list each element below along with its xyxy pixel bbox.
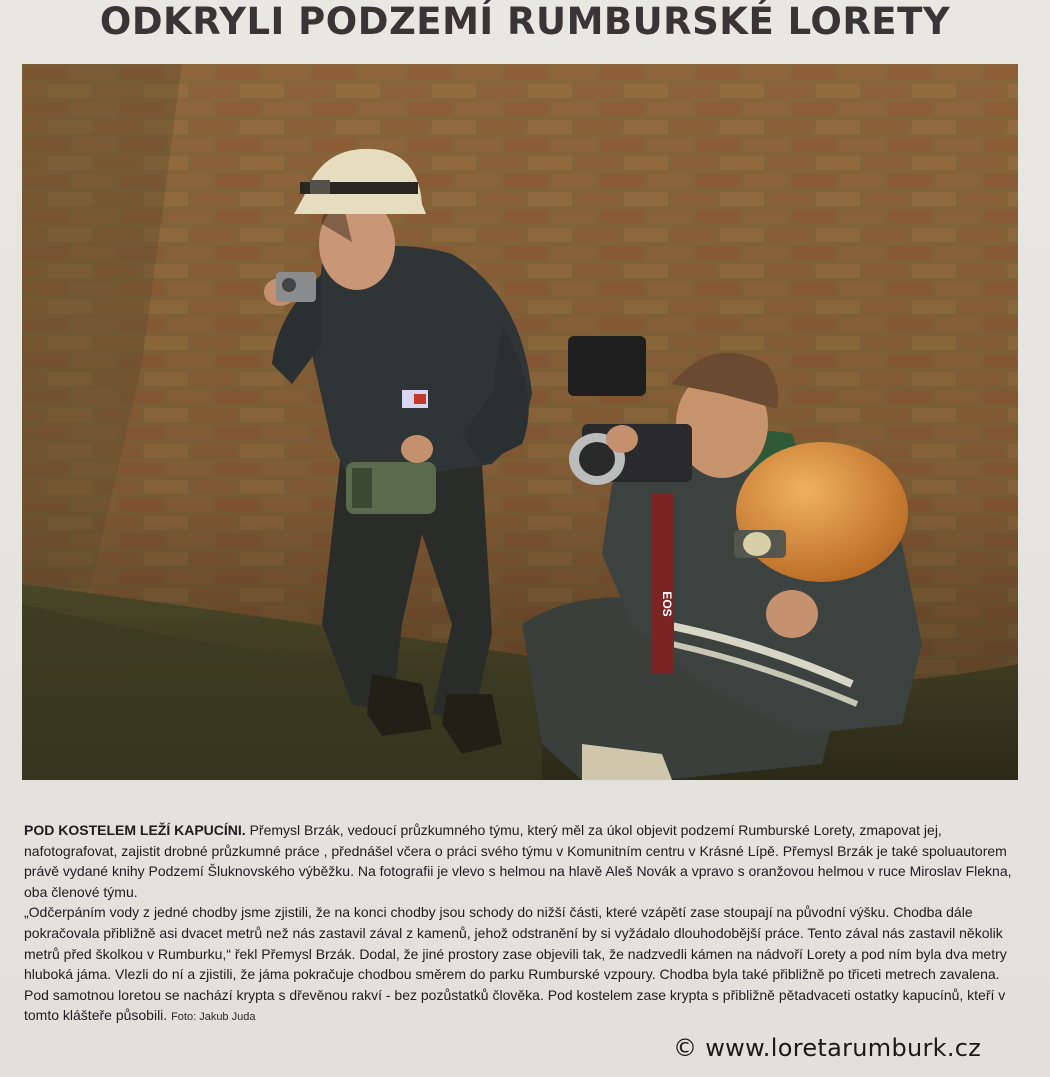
article-paragraph-1-text: Přemysl Brzák, vedoucí průzkumného týmu, který měl za úkol objevit podzemí Rumburské Lorety, zmapovat jej, nafotografovat, zajistit drobné průzkumné práce , přednášel včera o práci svého týmu v Komunitním centru v Krásné Lípě. Přemysl Brzák je také spoluautorem právě vydané knihy Podzemí Šluknovského výběžku. Na fotografii je vlevo s helmou na hlavě Aleš Novák a vpravo s oranžovou helmou v ruce Miroslav Flekna, oba členové týmu.	[24, 822, 1012, 900]
article-paragraph	[24, 820, 1016, 902]
headline: ODKRYLI PODZEMÍ RUMBURSKÉ LORETY	[99, 0, 951, 43]
photo-credit: Foto: Jakub Juda	[171, 1011, 256, 1024]
article-lead: POD KOSTELEM LEŽÍ KAPUCÍNI.	[24, 822, 246, 838]
article-paragraph	[24, 902, 1016, 1028]
article-body	[24, 820, 1016, 1028]
article-paragraph-2-text: „Odčerpáním vody z jedné chodby jsme zjistili, že na konci chodby jsou schody do nižší části, které vzápětí zase stoupají na původní výšku. Chodba dále pokračovala přibližně asi dvacet metrů než nás zastavil zával z kamenů, jehož odstranění by si vyžádalo dlouhodobější práce. Tento zával nás zastavil několik metrů před školkou v Rumburku,“ řekl Přemysl Brzák. Dodal, že jiné prostory zase objevili tak, že nadzvedli kámen na nádvoří Lorety a pod ním byla dva metry hluboká jáma. Vlezli do ní a zjistili, že jáma pokračuje chodbou směrem do parku Rumburské vzpoury. Chodba byla také přibližně po třiceti metrech zavalena. Pod samotnou loretou se nachází krypta s dřevěnou rakví - bez pozůstatků člověka. Pod kostelem zase krypta s přibližně pětadvaceti ostatky kapucínů, kteří v tomto klášteře působili.	[24, 904, 1007, 1024]
watermark: © www.loretarumburk.cz	[673, 1034, 982, 1062]
orange-helmet	[736, 442, 908, 582]
camera-strap-brand: EOS	[660, 591, 674, 617]
article-photo	[22, 64, 1018, 780]
